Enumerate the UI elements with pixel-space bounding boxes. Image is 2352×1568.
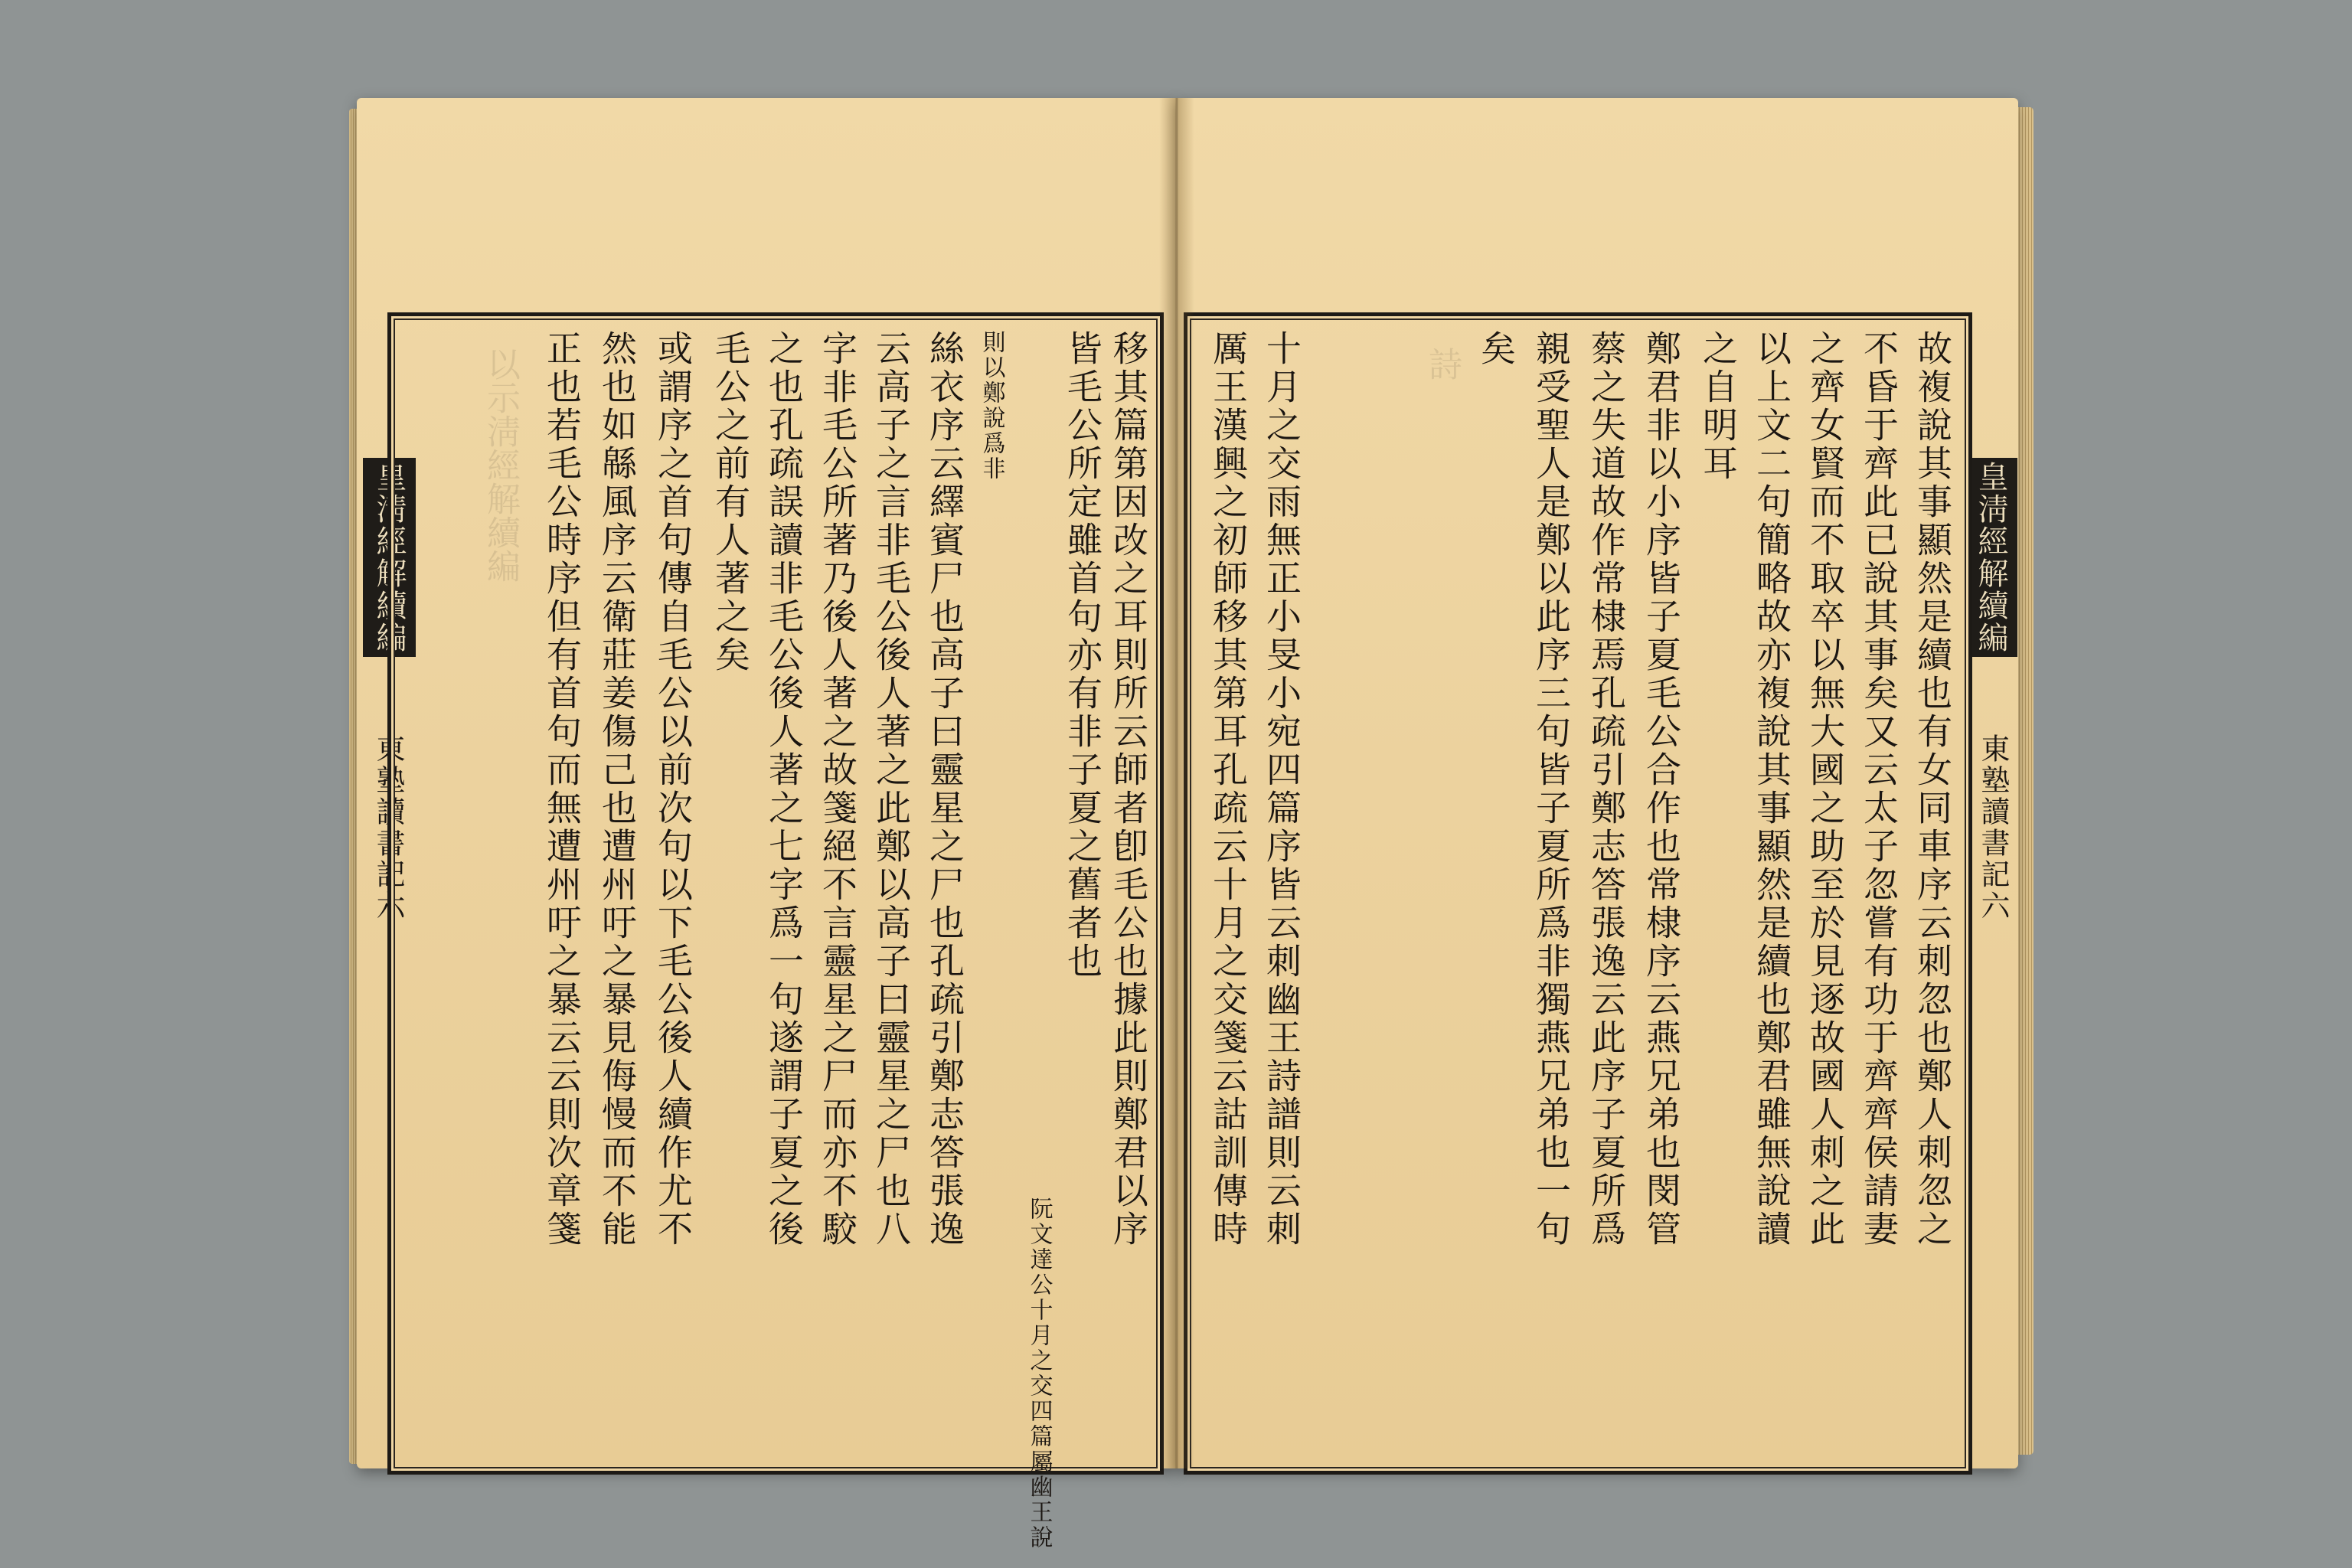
left-annotation-2: 則以鄭說爲非 [978,330,1005,482]
left-text-frame [387,312,1164,1550]
open-book [357,98,2018,1550]
bleed-through-text: 以示淸經解續編 [481,347,520,583]
right-column-4: 以上文二句簡略故亦複說其事顯然是續也鄭君雖無說讀 [1751,330,1792,1249]
right-column-7: 蔡之失道故作常棣焉孔疏引鄭志答張逸云此序子夏所爲 [1586,330,1627,1249]
left-annotation-1: 阮文達公十月之交四篇屬幽王說 [1025,1197,1053,1550]
right-column-3: 之齊女賢而不取卒以無大國之助至於見逐故國人刺之此 [1805,330,1846,1249]
right-page-running-subtitle: 東塾讀書記六 [1976,733,2010,922]
right-column-6: 鄭君非以小序皆子夏毛公合作也常棣序云燕兄弟也閔管 [1641,330,1682,1249]
left-column-8: 或謂序之首句傳自毛公以前次句以下毛公後人續作尤不 [652,330,694,1249]
left-column-5: 字非毛公所著乃後人著之故箋絕不言靈星之尸而亦不駮 [817,330,858,1249]
left-column-10: 正也若毛公時序但有首句而無遭州吁之暴云云則次章箋 [541,330,583,1249]
left-column-4: 云高子之言非毛公後人著之此鄭以高子曰靈星之尸也八 [871,330,912,1249]
right-column-9: 矣 [1475,330,1517,368]
left-column-7: 毛公之前有人著之矣 [710,330,751,675]
right-column-1: 故複說其事顯然是續也有女同車序云刺忽也鄭人刺忽之 [1912,330,1953,1249]
left-column-3: 絲衣序云繹賓尸也高子曰靈星之尸也孔疏引鄭志答張逸 [924,330,965,1249]
right-text-frame [1184,312,1972,1475]
right-column-8: 親受聖人是鄭以此序三句皆子夏所爲非獨燕兄弟也一句 [1530,330,1572,1249]
bleed-through-text-right: 詩 [1423,347,1462,381]
right-page [1176,98,2018,1468]
left-page-running-title: 皇淸經解續編 [363,458,416,657]
left-column-9: 然也如緜風序云衛莊姜傷己也遭州吁之暴見侮慢而不能 [596,330,638,1249]
right-column-10: 十月之交雨無正小旻小宛四篇序皆云刺幽王詩譜則云刺 [1261,330,1302,1249]
left-column-6: 之也孔疏誤讀非毛公後人著之七字爲一句遂謂子夏之後 [763,330,805,1249]
book-gutter [1159,98,1194,1468]
right-column-2: 不昏于齊此已說其事矣又云太子忽嘗有功于齊齊侯請妻 [1858,330,1900,1249]
left-column-2: 皆毛公所定雖首句亦有非子夏之舊者也 [1062,330,1103,981]
right-column-11: 厲王漢興之初師移其第耳孔疏云十月之交箋云詁訓傳時 [1207,330,1249,1249]
left-page-running-subtitle: 東塾讀書記六 [371,733,405,922]
left-column-1: 移其篇第因改之耳則所云師者卽毛公也據此則鄭君以序 [1108,330,1149,1249]
right-page-running-title: 皇淸經解續編 [1965,458,2017,657]
right-column-5: 之自明耳 [1697,330,1739,483]
left-page [357,98,1176,1550]
